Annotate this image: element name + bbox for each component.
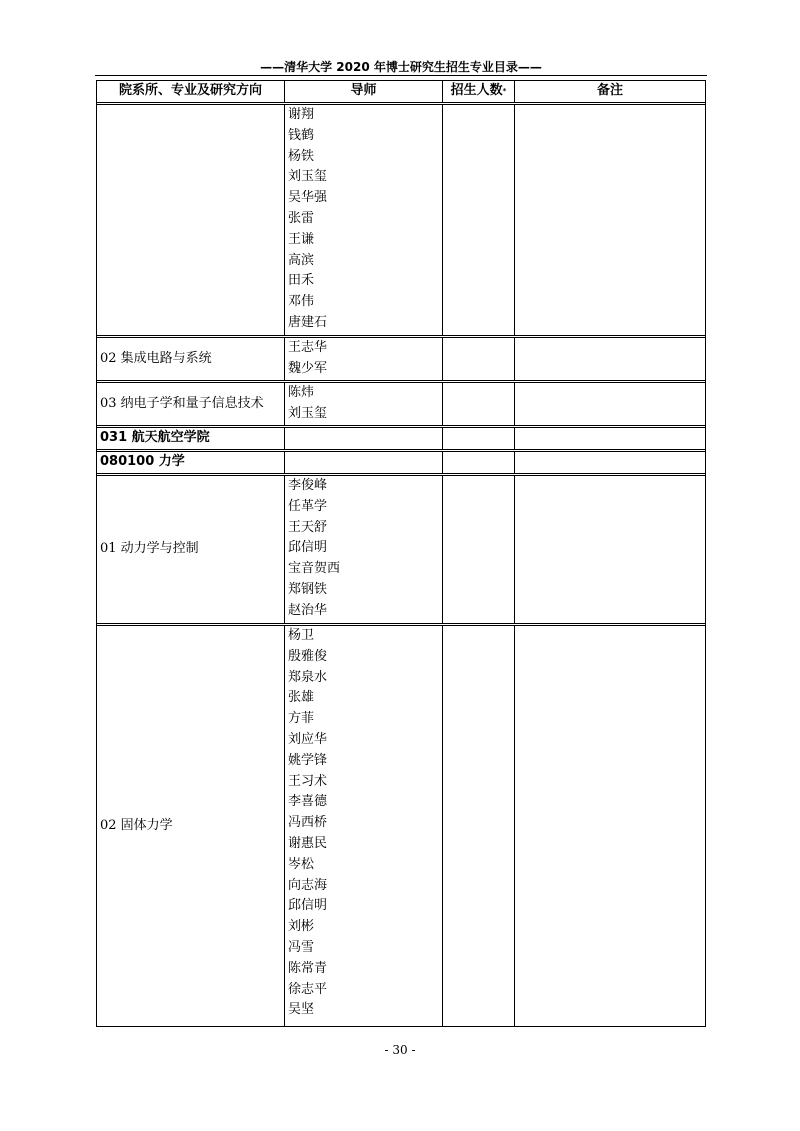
header-rule: [95, 75, 707, 76]
col-header-quota: [443, 81, 515, 102]
advisor-name: 田禾: [288, 273, 315, 289]
advisor-name: 杨铁: [288, 148, 315, 164]
advisor-name: 邓伟: [288, 294, 315, 310]
row-label: 02 集成电路与系统: [97, 338, 285, 380]
advisor-name: 赵治华: [288, 602, 328, 618]
advisor-list: [285, 452, 443, 473]
table-row: [97, 383, 705, 428]
advisor-name: 徐志平: [288, 981, 328, 997]
advisor-name: 姚学锋: [288, 752, 328, 768]
advisor-name: 陈常青: [288, 960, 328, 976]
major-title: 080100 力学: [97, 452, 285, 473]
advisor-name: 邱信明: [288, 898, 328, 914]
advisor-list: [285, 383, 443, 425]
quota-cell: [443, 105, 515, 335]
advisor-name: 郑钢铁: [288, 581, 328, 597]
advisor-name: 冯西桥: [288, 815, 328, 831]
quota-cell: [443, 383, 515, 425]
advisor-name: 唐建石: [288, 314, 328, 330]
row-label: 03 纳电子学和量子信息技术: [97, 383, 285, 425]
quota-cell: [443, 428, 515, 449]
advisor-name: 刘玉玺: [288, 405, 328, 421]
advisor-name: 高滨: [288, 252, 315, 268]
quota-cell: [443, 626, 515, 1026]
advisor-name: 钱鹤: [288, 127, 315, 143]
table-row: [97, 452, 705, 476]
advisor-list: [285, 476, 443, 623]
col-header-quota-mark: *: [502, 87, 507, 96]
advisor-name: 方菲: [288, 711, 315, 727]
advisor-name: 吴坚: [288, 1002, 315, 1018]
quota-cell: [443, 476, 515, 623]
advisor-name: 陈炜: [288, 385, 315, 400]
advisor-name: 宝音贺西: [288, 561, 341, 577]
department-title: 031 航天航空学院: [97, 428, 285, 449]
col-header-dept: 院系所、专业及研究方向: [97, 81, 285, 102]
advisor-name: 邱信明: [288, 540, 328, 556]
col-header-quota-text: 招生人数: [450, 83, 503, 99]
table-row: [97, 626, 705, 1026]
advisor-name: 李俊峰: [288, 478, 328, 493]
notes-cell: [515, 476, 705, 623]
advisor-name: 刘玉玺: [288, 169, 328, 185]
advisor-name: 吴华强: [288, 190, 328, 206]
advisor-name: 王谦: [288, 231, 315, 247]
quota-cell: [443, 452, 515, 473]
col-header-advisor: 导师: [285, 81, 443, 102]
advisor-name: 杨卫: [288, 628, 315, 643]
advisor-name: 殷雅俊: [288, 648, 328, 664]
advisor-list: [285, 626, 443, 1026]
advisor-name: 向志海: [288, 877, 328, 893]
catalog-table: [96, 80, 706, 1027]
table-header-row: [97, 81, 705, 105]
advisor-name: 任革学: [288, 498, 328, 514]
table-row: [97, 338, 705, 383]
advisor-list: [285, 105, 443, 335]
col-header-notes: 备注: [596, 83, 623, 99]
notes-cell: [515, 626, 705, 1026]
advisor-list: [285, 428, 443, 449]
advisor-name: 冯雪: [288, 939, 315, 955]
table-row: [97, 105, 705, 338]
document-header: ——清华大学 2020 年博士研究生招生专业目录——: [260, 60, 542, 74]
advisor-name: 张雄: [288, 690, 315, 706]
advisor-name: 刘彬: [288, 919, 315, 935]
notes-cell: [515, 452, 705, 473]
row-label: [97, 105, 285, 335]
notes-cell: [515, 338, 705, 380]
table-row: [97, 476, 705, 626]
advisor-name: 郑泉水: [288, 669, 328, 685]
row-label: 01 动力学与控制: [97, 476, 285, 623]
advisor-name: 刘应华: [288, 731, 328, 747]
advisor-name: 魏少军: [288, 360, 328, 376]
row-label: 02 固体力学: [97, 626, 285, 1026]
table-row: [97, 428, 705, 452]
advisor-name: 王志华: [288, 340, 328, 355]
notes-cell: [515, 428, 705, 449]
quota-cell: [443, 338, 515, 380]
advisor-name: 李喜德: [288, 794, 328, 810]
advisor-name: 张雷: [288, 210, 315, 226]
advisor-name: 谢翔: [288, 107, 315, 122]
advisor-name: 谢惠民: [288, 835, 328, 851]
advisor-name: 岑松: [288, 856, 315, 872]
notes-cell: [515, 383, 705, 425]
advisor-name: 王习术: [288, 773, 328, 789]
page-number: - 30 -: [384, 1043, 416, 1057]
notes-cell: [515, 105, 705, 335]
advisor-list: [285, 338, 443, 380]
advisor-name: 王天舒: [288, 519, 328, 535]
